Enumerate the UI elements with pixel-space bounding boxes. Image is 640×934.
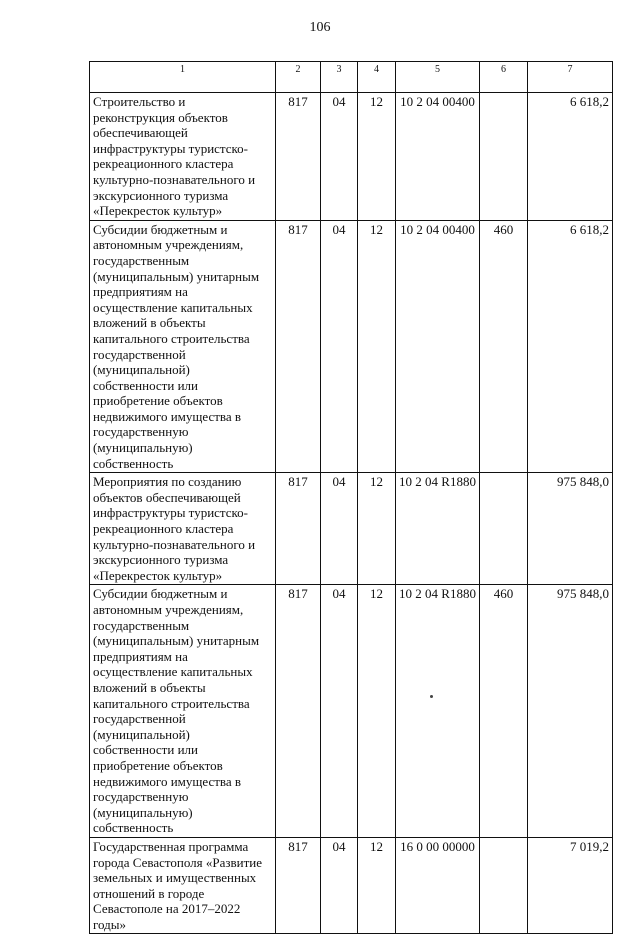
column-header: 3: [321, 62, 358, 93]
description-line: рекреационного кластера: [93, 521, 234, 537]
budget-table: [89, 61, 613, 934]
expense-type-code: [480, 837, 528, 934]
description-line: государственной: [93, 346, 186, 362]
subsection-code: 12: [358, 837, 396, 934]
description-line: капитального строительства: [93, 695, 250, 711]
amount: 6 618,2: [528, 93, 613, 221]
subsection-code: 12: [358, 473, 396, 585]
amount: 975 848,0: [528, 473, 613, 585]
description-line: культурно-познавательного и: [93, 536, 256, 552]
expense-type-code: [480, 473, 528, 585]
description-line: земельных и имущественных: [93, 870, 257, 886]
description-line: приобретение объектов: [93, 393, 223, 409]
description-line: осуществление капитальных: [93, 664, 253, 680]
section-code: 04: [321, 220, 358, 473]
table-header-row: [90, 62, 613, 93]
ministry-code: 817: [276, 93, 321, 221]
description-line: рекреационного кластера: [93, 156, 234, 172]
table-row: [90, 93, 613, 221]
description-line: объектов обеспечивающей: [93, 489, 241, 505]
description-line: автономным учреждениям,: [93, 237, 244, 253]
description-line: (муниципальным) унитарным: [93, 268, 260, 284]
row-description: [90, 93, 276, 221]
description-line: Субсидии бюджетным и: [93, 221, 228, 237]
section-code: 04: [321, 837, 358, 934]
section-code: 04: [321, 585, 358, 838]
description-line: предприятиям на: [93, 284, 188, 300]
target-article-code: 16 0 00 00000: [396, 837, 480, 934]
column-header: 1: [90, 62, 276, 93]
description-line: отношений в городе: [93, 885, 205, 901]
description-line: Субсидии бюджетным и: [93, 586, 228, 602]
description-line: собственности или: [93, 742, 198, 758]
subsection-code: 12: [358, 93, 396, 221]
description-line: вложений в объекты: [93, 679, 206, 695]
column-header: 7: [528, 62, 613, 93]
description-line: (муниципальной): [93, 726, 190, 742]
subsection-code: 12: [358, 220, 396, 473]
ministry-code: 817: [276, 473, 321, 585]
row-description: [90, 837, 276, 934]
description-line: города Севастополя «Развитие: [93, 854, 263, 870]
description-line: Севастополе на 2017–2022: [93, 901, 241, 917]
column-header: 5: [396, 62, 480, 93]
description-line: «Перекресток культур»: [93, 567, 223, 583]
description-line: экскурсионного туризма: [93, 187, 229, 203]
description-line: годы»: [93, 916, 126, 932]
description-line: Строительство и: [93, 94, 186, 109]
row-description: [90, 585, 276, 838]
row-description: [90, 473, 276, 585]
table-row: [90, 837, 613, 934]
ministry-code: 817: [276, 585, 321, 838]
description-line: (муниципальной): [93, 362, 190, 378]
description-line: (муниципальную): [93, 804, 193, 820]
description-line: государственным: [93, 617, 190, 633]
description-line: инфраструктуры туристско-: [93, 140, 249, 156]
description-line: инфраструктуры туристско-: [93, 505, 249, 521]
description-line: Мероприятия по созданию: [93, 474, 242, 490]
target-article-code: 10 2 04 00400: [396, 220, 480, 473]
subsection-code: 12: [358, 585, 396, 838]
description-line: обеспечивающей: [93, 125, 188, 141]
description-line: государственной: [93, 711, 186, 727]
expense-type-code: [480, 93, 528, 221]
description-line: автономным учреждениям,: [93, 602, 244, 617]
expense-type-code: 460: [480, 585, 528, 838]
description-line: собственность: [93, 820, 174, 836]
target-article-code: 10 2 04 00400: [396, 93, 480, 221]
description-line: недвижимого имущества в: [93, 408, 242, 424]
table-row: [90, 473, 613, 585]
description-line: вложений в объекты: [93, 315, 206, 331]
scan-speck: [430, 695, 433, 698]
row-description: [90, 220, 276, 473]
ministry-code: 817: [276, 220, 321, 473]
description-line: собственности или: [93, 377, 198, 393]
description-line: предприятиям на: [93, 648, 188, 664]
description-line: (муниципальную): [93, 440, 193, 456]
description-line: реконструкция объектов: [93, 109, 228, 125]
page-number: 106: [309, 20, 331, 35]
description-line: государственную: [93, 789, 189, 805]
description-line: (муниципальным) унитарным: [93, 633, 260, 649]
description-line: приобретение объектов: [93, 757, 223, 773]
expense-type-code: 460: [480, 220, 528, 473]
description-line: осуществление капитальных: [93, 299, 253, 315]
section-code: 04: [321, 473, 358, 585]
column-header: 2: [276, 62, 321, 93]
amount: 975 848,0: [528, 585, 613, 838]
column-header: 6: [480, 62, 528, 93]
description-line: государственную: [93, 424, 189, 440]
amount: 7 019,2: [528, 837, 613, 934]
target-article-code: 10 2 04 R1880: [396, 585, 480, 838]
ministry-code: 817: [276, 837, 321, 934]
description-line: недвижимого имущества в: [93, 773, 242, 789]
description-line: государственным: [93, 252, 190, 268]
amount: 6 618,2: [528, 220, 613, 473]
description-line: экскурсионного туризма: [93, 552, 229, 568]
description-line: «Перекресток культур»: [93, 203, 223, 219]
table-row: [90, 220, 613, 473]
column-header: 4: [358, 62, 396, 93]
table-row: [90, 585, 613, 838]
section-code: 04: [321, 93, 358, 221]
description-line: Государственная программа: [93, 838, 249, 854]
description-line: собственность: [93, 455, 174, 471]
target-article-code: 10 2 04 R1880: [396, 473, 480, 585]
description-line: культурно-познавательного и: [93, 171, 256, 187]
description-line: капитального строительства: [93, 330, 250, 346]
